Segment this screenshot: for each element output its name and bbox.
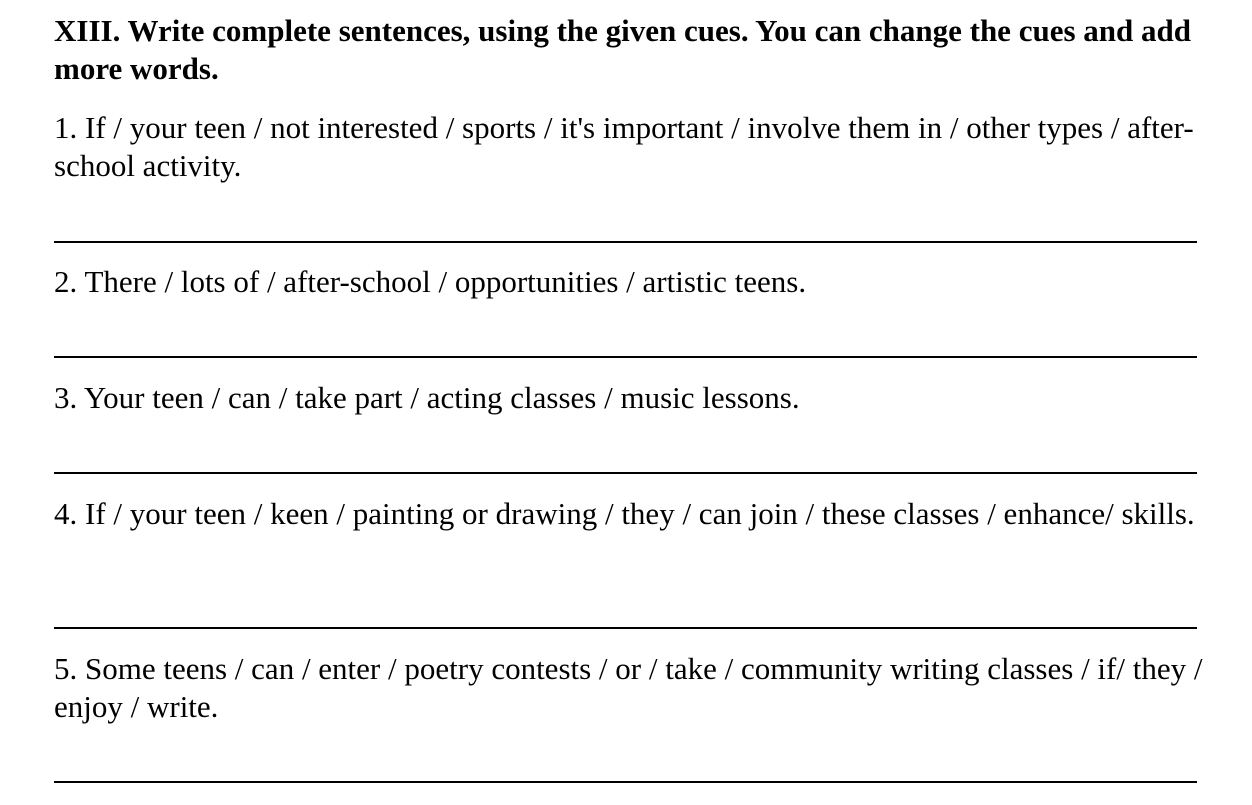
item-2-cue: 2. There / lots of / after-school / opportunities / artistic teens.: [54, 264, 807, 299]
item-4: [54, 495, 1224, 533]
item-1-cue: 1. If / your teen / not interested / sports / it's important / involve them in / other types / after-school activity.: [54, 110, 1194, 183]
item-5: [54, 650, 1224, 726]
item-3-cue: 3. Your teen / can / take part / acting classes / music lessons.: [54, 380, 800, 415]
worksheet-page: [54, 12, 1224, 88]
exercise-heading: XIII. Write complete sentences, using the given cues. You can change the cues and add more words.: [54, 13, 1191, 86]
item-3-answer-line[interactable]: [54, 472, 1197, 474]
item-5-answer-line[interactable]: [54, 781, 1197, 783]
item-1-answer-line[interactable]: [54, 241, 1197, 243]
item-4-cue: 4. If / your teen / keen / painting or drawing / they / can join / these classes / enhance/ skills.: [54, 496, 1195, 531]
item-1: [54, 109, 1224, 185]
item-2: [54, 263, 1224, 301]
item-5-cue: 5. Some teens / can / enter / poetry contests / or / take / community writing classes / if/ they / enjoy / write.: [54, 651, 1203, 724]
item-2-answer-line[interactable]: [54, 356, 1197, 358]
item-4-answer-line[interactable]: [54, 627, 1197, 629]
item-3: [54, 379, 1224, 417]
